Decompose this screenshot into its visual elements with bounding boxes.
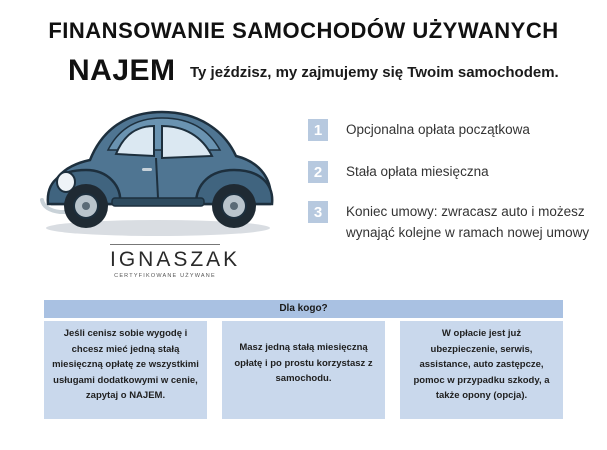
step-item xyxy=(308,161,596,183)
info-card: Masz jedną stałą miesięczną opłatę i po prostu korzystasz z samochodu. xyxy=(222,321,385,419)
step-text: Koniec umowy: zwracasz auto i możesz wynająć kolejne w ramach nowej umowy xyxy=(346,204,590,240)
logo-rule xyxy=(110,244,220,245)
car-wheel-rear xyxy=(212,184,256,228)
step-number-badge: 2 xyxy=(308,161,328,183)
info-card: W opłacie jest już ubezpieczenie, serwis, assistance, auto zastępcze, pomoc w przypadku szkody, a także opony (opcja). xyxy=(400,321,563,419)
info-card: Jeśli cenisz sobie wygodę i chcesz mieć jedną stałą miesięczną opłatę ze wszystkimi usługami dodatkowymi w cenie, zapytaj o NAJEM. xyxy=(44,321,207,419)
step-item xyxy=(308,201,596,243)
car-wheel-front xyxy=(64,184,108,228)
tagline: Ty jeździsz, my zajmujemy się Twoim samochodem. xyxy=(190,64,559,81)
step-number-badge: 3 xyxy=(308,201,328,223)
logo-subtitle: CERTYFIKOWANE UŻYWANE xyxy=(114,273,216,279)
najem-heading: NAJEM xyxy=(68,54,176,87)
step-text: Opcjonalna opłata początkowa xyxy=(346,122,530,137)
brand-logo xyxy=(110,244,241,279)
page-title: FINANSOWANIE SAMOCHODÓW UŻYWANYCH xyxy=(48,18,559,43)
car-running-board xyxy=(112,198,204,206)
section-heading: Dla kogo? xyxy=(44,300,563,318)
step-text: Stała opłata miesięczna xyxy=(346,164,489,179)
logo-name: IGNASZAK xyxy=(110,248,241,271)
step-number-badge: 1 xyxy=(308,119,328,141)
car-door-handle xyxy=(142,168,152,171)
car-illustration xyxy=(38,100,278,240)
step-item xyxy=(308,119,596,141)
